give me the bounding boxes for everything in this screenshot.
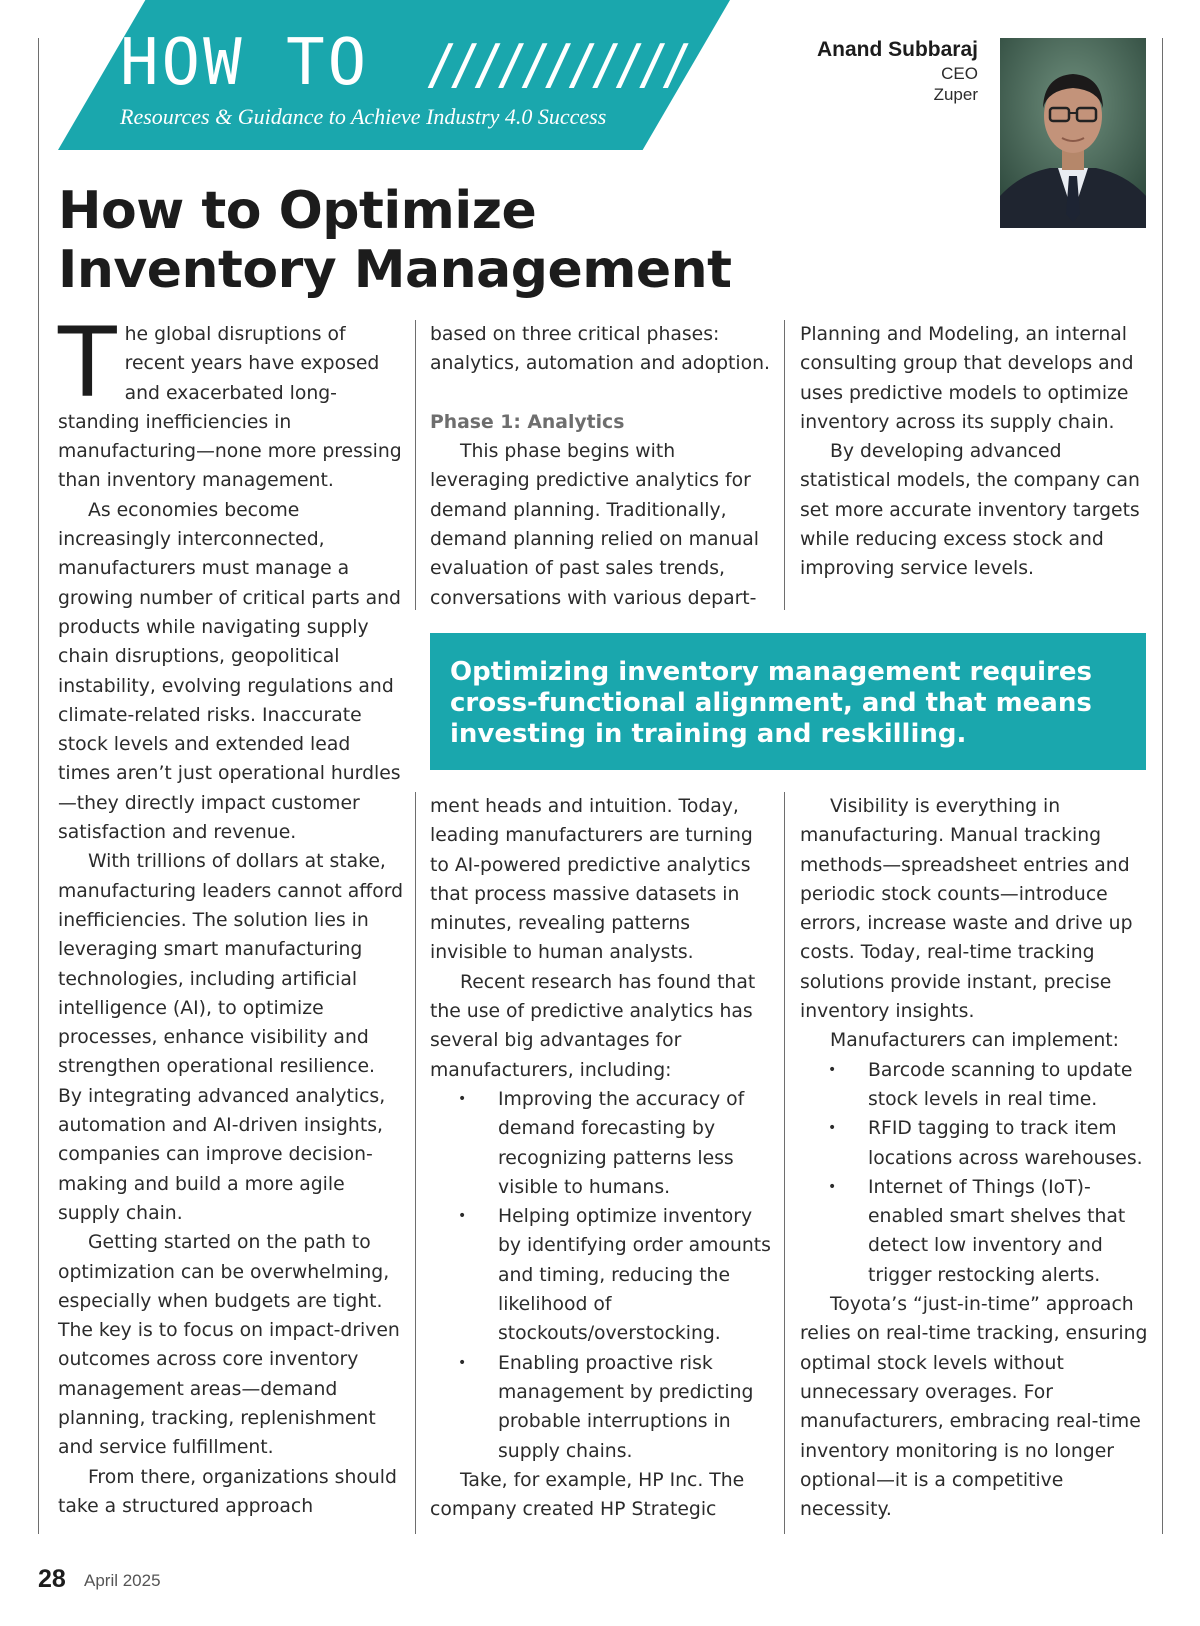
body-paragraph: Toyota’s “just-in-time” approach relies on real-time tracking, ensuring optimal stock levels without unnecessary overages. For manufacturers, embracing real-time inventory monitoring is no longer optional—it is a competitive necessity. — [800, 1294, 1148, 1521]
list-item: • Enabling proactive risk management by predicting probable interruptions in supply chains. — [430, 1349, 773, 1466]
body-paragraph: based on three critical phases: analytics, automation and adoption. — [430, 324, 770, 375]
article-column-2-bottom — [430, 792, 773, 1524]
phase-1-heading: Phase 1: Analytics — [430, 411, 625, 433]
drop-cap: T — [58, 307, 117, 419]
pull-quote-box — [430, 633, 1146, 770]
author-company: Zuper — [933, 85, 978, 104]
issue-date: April 2025 — [84, 1571, 161, 1590]
body-paragraph: By developing advanced statistical models, the company can set more accurate inventory targets while reducing excess stock and improving service levels. — [800, 441, 1140, 580]
body-paragraph: Planning and Modeling, an internal consulting group that develops and uses predictive models to optimize inventory across its supply chain. — [800, 324, 1134, 433]
body-paragraph: As economies become increasingly interconnected, manufacturers must manage a growing number of critical parts and products while navigating supply chain disruptions, geopolitical instability, evolving regulations and climate-related risks. Inaccurate stock levels and extended lead times aren’t just operational hurdles—they directly impact customer satisfaction and revenue. — [58, 499, 401, 844]
column-rule-2 — [784, 320, 785, 610]
article-headline: How to Optimize Inventory Management — [58, 181, 732, 300]
article-column-2-top — [430, 320, 773, 613]
body-paragraph: With trillions of dollars at stake, manufacturing leaders cannot afford inefficiencies. The solution lies in leveraging smart manufacturing technologies, including artificial intelligence (AI), to optimize processes, enhance visibility and strengthen operational resilience. By integrating advanced analytics, automation and AI-driven insights, companies can improve decision-making and build a more agile supply chain. — [58, 851, 404, 1224]
author-role: CEO — [941, 64, 978, 83]
list-item: • Barcode scanning to update stock levels in real time. — [800, 1056, 1150, 1115]
banner-title: HOW TO — [120, 26, 370, 100]
column-rule-1 — [415, 320, 416, 610]
list-item: • RFID tagging to track item locations across warehouses. — [800, 1114, 1150, 1173]
margin-rule-right — [1162, 38, 1163, 1534]
body-paragraph: Manufacturers can implement: — [830, 1030, 1119, 1052]
page-number: 28 — [38, 1565, 66, 1593]
banner-slash-decoration: ////////////////// — [425, 33, 849, 96]
margin-rule-left — [38, 38, 39, 1534]
body-paragraph: ment heads and intuition. Today, leading manufacturers are turning to AI-powered predictive analytics that process massive datasets in minutes, revealing patterns invisible to human analysts. — [430, 796, 753, 964]
list-item: • Helping optimize inventory by identifying order amounts and timing, reducing the likelihood of stockouts/overstocking. — [430, 1202, 773, 1348]
article-column-3-bottom — [800, 792, 1150, 1524]
banner-subtitle: Resources & Guidance to Achieve Industry 4.0 Success — [120, 104, 607, 129]
tracking-options-list — [800, 1056, 1150, 1290]
advantages-list — [430, 1085, 773, 1466]
list-item: • Improving the accuracy of demand forecasting by recognizing patterns less visible to humans. — [430, 1085, 773, 1202]
body-paragraph: Getting started on the path to optimization can be overwhelming, especially when budgets are tight. The key is to focus on impact-driven outcomes across core inventory management areas—demand planning, tracking, replenishment and service fulfillment. — [58, 1232, 400, 1459]
author-photo — [1000, 38, 1146, 228]
pull-quote-text: Optimizing inventory management requires cross-functional alignment, and that means investing in training and reskilling. — [450, 657, 1092, 749]
body-paragraph: This phase begins with leveraging predictive analytics for demand planning. Traditionally, demand planning relied on manual evaluation of past sales trends, conversations with various depart- — [430, 441, 759, 609]
article-column-1 — [58, 307, 404, 1521]
list-item: • Internet of Things (IoT)-enabled smart shelves that detect low inventory and trigger restocking alerts. — [800, 1173, 1150, 1290]
column-rule-2b — [784, 792, 785, 1534]
body-paragraph: Visibility is everything in manufacturing. Manual tracking methods—spreadsheet entries and periodic stock counts—introduce errors, increase waste and drive up costs. Today, real-time tracking solutions provide instant, precise inventory insights. — [800, 796, 1133, 1023]
body-paragraph: he global disruptions of recent years have exposed and exacerbated long-standing inefficiencies in manufacturing—none more pressing than inventory management. — [58, 324, 402, 492]
body-paragraph: From there, organizations should take a structured approach — [58, 1466, 397, 1517]
article-column-3-top — [800, 320, 1150, 584]
body-paragraph: Take, for example, HP Inc. The company created HP Strategic — [430, 1469, 745, 1521]
body-paragraph: Recent research has found that the use of predictive analytics has several big advantages for manufacturers, including: — [430, 971, 756, 1081]
author-name: Anand Subbaraj — [816, 38, 978, 61]
column-rule-1b — [415, 792, 416, 1534]
